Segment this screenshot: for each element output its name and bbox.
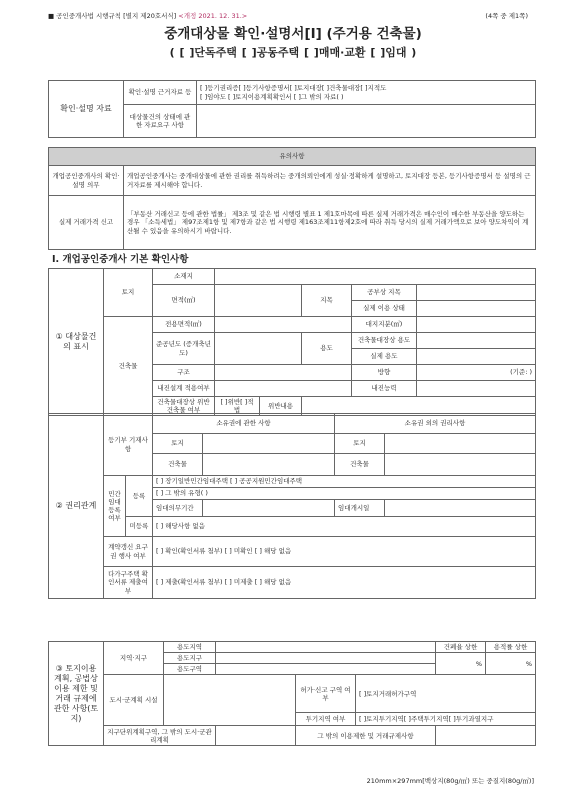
exclusive-area-field[interactable] (215, 317, 352, 333)
land-use-label: ③ 토지이용계획, 공법상 이용 제한 및 거래 규제에 관한 사항(토지) (49, 642, 104, 746)
doc-label: 확인·설명 근거자료 등 (124, 81, 197, 105)
own-building-label: 건축물 (153, 454, 203, 476)
notes-table (48, 147, 536, 250)
ledger-use-field[interactable] (417, 333, 536, 349)
coverage-label: 건폐율 상한 (436, 642, 486, 653)
other-land-label: 토지 (335, 434, 385, 454)
actual-use-label: 실제 이용 상태 (352, 301, 417, 317)
speculation-options[interactable]: [ ]토지투기지역[ ]주택투기지역[ ]투기과열지구 (356, 713, 536, 726)
doc-options-line2: [ ]임야도 [ ]토지이용계획확인서 [ ]그 밖의 자료( ) (200, 92, 344, 101)
area-label: 면적(㎡) (153, 285, 215, 317)
unregistered-label: 미등록 (126, 517, 153, 537)
registry-label: 등기부 기재사항 (104, 414, 153, 476)
rental-period-field[interactable] (203, 500, 335, 517)
other-building-field[interactable] (385, 454, 536, 476)
use-zone-field[interactable] (216, 664, 436, 675)
target-label: ① 대상물건의 표시 (49, 269, 104, 416)
rental-period-label: 임대의무기간 (153, 500, 203, 517)
location-field[interactable] (215, 269, 536, 285)
zone-label: 지역·지구 (104, 642, 164, 675)
ledger-use-label: 건축물대장상 용도 (352, 333, 417, 349)
use-region-label: 용도지역 (164, 642, 216, 653)
area-field[interactable] (215, 285, 302, 317)
seismic-capacity-field[interactable] (417, 381, 536, 397)
official-category-label: 공부상 지목 (352, 285, 417, 301)
price-label: 실제 거래가격 신고 (49, 196, 124, 250)
regulation-text: ■ 공인중개사법 시행규칙 [별지 제20호서식] (48, 12, 177, 20)
own-land-field[interactable] (203, 434, 335, 454)
renewal-options[interactable]: [ ] 확인(확인서류 첨부) [ ] 미확인 [ ] 해당 없음 (153, 537, 536, 567)
completion-year-label: 준공년도 (증개축년도) (153, 333, 215, 365)
rental-type2[interactable]: [ ] 그 밖의 유형( ) (153, 488, 536, 500)
ownership-label: 소유권에 관한 사항 (153, 414, 335, 434)
doc-options[interactable] (197, 81, 536, 105)
permit-option[interactable]: [ ]토지거래허가구역 (356, 675, 536, 713)
document-subtitle: ( [ ]단독주택 [ ]공동주택 [ ]매매·교환 [ ]임대 ) (169, 46, 417, 59)
actual-use-b-field[interactable] (417, 349, 536, 365)
renewal-label: 계약갱신 요구권 행사 여부 (104, 537, 153, 567)
registered-label: 등록 (126, 476, 153, 517)
district-plan-field[interactable] (216, 726, 296, 746)
request-field[interactable] (197, 105, 536, 138)
urban-facility-field[interactable] (164, 675, 296, 726)
doc-options-line1: [ ]등기권리증[ ]등기사항증명서[ ]토지대장[ ]건축물대장[ ]지적도 (200, 84, 387, 93)
other-rights-label: 소유권 외의 권리사항 (335, 414, 536, 434)
use-label: 용도 (302, 333, 352, 365)
own-land-label: 토지 (153, 434, 203, 454)
permit-label: 허가·신고 구역 여부 (296, 675, 356, 713)
rental-start-label: 임대개시일 (335, 500, 385, 517)
private-rental-label: 민간 임대 등록 여부 (104, 476, 126, 537)
actual-use-b-label: 실제 용도 (352, 349, 417, 365)
far-pct[interactable]: % (486, 653, 536, 675)
section1-title: Ⅰ. 개업공인중개사 기본 확인사항 (52, 254, 189, 265)
seismic-design-label: 내진설계 적용여부 (153, 381, 215, 397)
rights-table (48, 413, 536, 599)
none-option[interactable]: [ ] 해당사항 없음 (153, 517, 536, 537)
land-use-table (48, 641, 536, 746)
duty-label: 개업공인중개사의 확인·설명 의무 (49, 166, 124, 196)
multi-label: 다가구주택 확인서류 제출여부 (104, 567, 153, 599)
use-district-field[interactable] (216, 653, 436, 664)
direction-basis[interactable]: (기준: ) (417, 365, 536, 381)
direction-label: 방향 (352, 365, 417, 381)
land-label: 토지 (104, 269, 153, 317)
rental-start-field[interactable] (385, 500, 536, 517)
revision-text: <개정 2021. 12. 31.> (178, 12, 248, 20)
paper-spec-footer: 210mm×297mm[백상지(80g/㎡) 또는 중질지(80g/㎡)] (366, 777, 534, 785)
exclusive-area-label: 전용면적(㎡) (153, 317, 215, 333)
other-limits-label: 그 밖의 이용제한 및 거래규제사항 (296, 726, 436, 746)
speculation-label: 투기지역 여부 (296, 713, 356, 726)
use-zone-label: 용도구역 (164, 664, 216, 675)
urban-facility-label: 도시·군계획 시설 (104, 675, 164, 726)
location-label: 소재지 (153, 269, 215, 285)
duty-text: 개업공인중개사는 중개대상물에 관한 권리를 취득하려는 중개의뢰인에게 성실·정확하게 설명하고, 토지대장 등본, 등기사항증명서 등 설명의 근거자료를 제시해야 합니다. (124, 166, 536, 196)
use-district-label: 용도지구 (164, 653, 216, 664)
document-title: 중개대상물 확인·설명서[Ⅰ] (주거용 건축물) (164, 26, 422, 42)
building-label: 건축물 (104, 317, 153, 416)
seismic-capacity-label: 내진능력 (352, 381, 417, 397)
coverage-pct[interactable]: % (436, 653, 486, 675)
structure-field[interactable] (215, 365, 352, 381)
other-building-label: 건축물 (335, 454, 385, 476)
multi-options[interactable]: [ ] 제출(확인서류 첨부) [ ] 미제출 [ ] 해당 없음 (153, 567, 536, 599)
confirm-docs-table (48, 80, 536, 138)
price-text: 「부동산 거래신고 등에 관한 법률」 제3조 및 같은 법 시행령 별표 1 제1호마목에 따른 실제 거래가격은 매수인이 매수한 부동산을 양도하는 경우 「소득세법」 제97조제1항 및 제7항과 같은 법 시행령 제163조제11항제2호에 따라 취득 당시의 실제 거래가액으로 보아 양도차익이 계산될 수 있음을 유의하시기 바랍니다. (124, 196, 536, 250)
seismic-design-field[interactable] (215, 381, 352, 397)
own-building-field[interactable] (203, 454, 335, 476)
land-share-label: 대지지분(㎡) (352, 317, 417, 333)
rental-type1[interactable]: [ ] 장기일반민간임대주택 [ ] 공공지원민간임대주택 (153, 476, 536, 488)
land-share-field[interactable] (417, 317, 536, 333)
target-table (48, 268, 536, 416)
other-limits-field[interactable] (436, 726, 536, 746)
official-category-field[interactable] (417, 285, 536, 301)
page-number: (4쪽 중 제1쪽) (485, 12, 528, 20)
other-land-field[interactable] (385, 434, 536, 454)
form-header (48, 12, 247, 20)
actual-use-field[interactable] (417, 301, 536, 317)
violation-label: 건축물대장상 위반건축물 여부 (153, 397, 215, 416)
structure-label: 구조 (153, 365, 215, 381)
rights-label: ② 권리관계 (49, 414, 104, 599)
violation-options[interactable]: [ ]위반[ ]적법 (215, 397, 260, 416)
violation-detail-label: 위반내용 (260, 397, 302, 416)
notes-title: 유의사항 (49, 148, 536, 166)
confirm-label: 확인·설명 자료 (49, 81, 124, 138)
request-label: 대상물건의 상태에 관한 자료요구 사항 (124, 105, 197, 138)
completion-year-field[interactable] (215, 333, 302, 365)
district-plan-label: 지구단위계획구역, 그 밖의 도시·군관리계획 (104, 726, 216, 746)
category-label: 지목 (302, 285, 352, 317)
far-label: 용적률 상한 (486, 642, 536, 653)
use-region-field[interactable] (216, 642, 436, 653)
